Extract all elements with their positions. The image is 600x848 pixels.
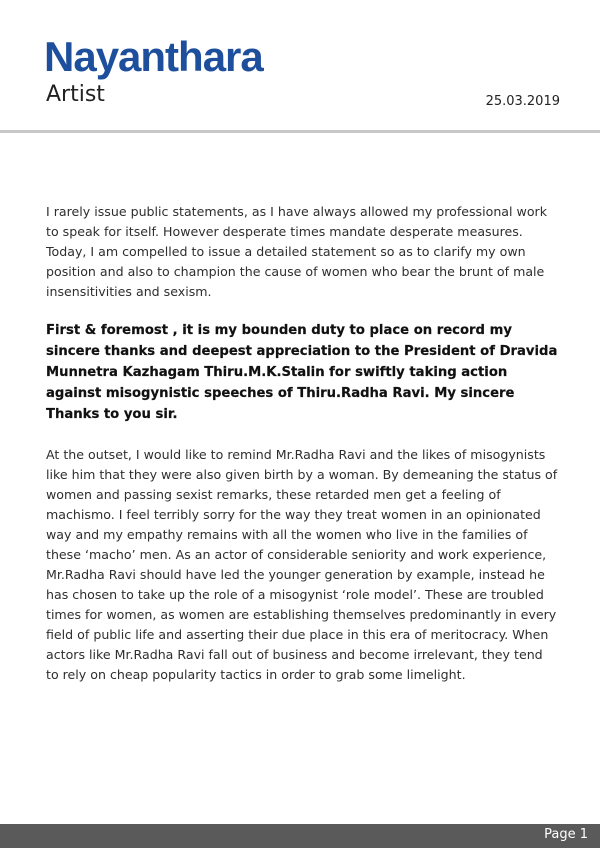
paragraph-intro: I rarely issue public statements, as I have always allowed my professional work to speak for itself. However desperate times mandate desperate measures. Today, I am compelled to issue a detailed statement so as to clarify my own position and also to champion the cause of women who bear the brunt of male insensitivities and sexism. <box>46 204 548 299</box>
statement-body <box>46 202 558 703</box>
letterhead-name: Nayanthara <box>44 33 263 80</box>
header-divider <box>0 130 600 133</box>
statement-date: 25.03.2019 <box>485 94 560 109</box>
paragraph-main: At the outset, I would like to remind Mr.Radha Ravi and the likes of misogynists like him that they were also given birth by a woman. By demeaning the status of women and passing sexist remarks, these retarded men get a feeling of machismo. I feel terribly sorry for the way they treat women in an opinionated way and my empathy remains with all the women who live in the families of these ‘macho’ men. As an actor of considerable seniority and work experience, Mr.Radha Ravi should have led the younger generation by example, instead he has chosen to take up the role of a misogynist ‘role model’. These are troubled times for women, as women are establishing themselves predominantly in every field of public life and asserting their due place in this era of meritocracy. When actors like Mr.Radha Ravi fall out of business and become irrelevant, they tend to rely on cheap popularity tactics in order to grab some limelight. <box>46 447 558 682</box>
page-footer <box>0 824 600 848</box>
page-number: Page 1 <box>544 827 588 842</box>
letterhead-role: Artist <box>46 82 105 107</box>
letterhead <box>0 0 600 134</box>
paragraph-thanks: First & foremost , it is my bounden duty to place on record my sincere thanks and deepest appreciation to the President of Dravida Munnetra Kazhagam Thiru.M.K.Stalin for swiftly taking action against misogynistic speeches of Thiru.Radha Ravi. My sincere Thanks to you sir. <box>46 323 558 422</box>
